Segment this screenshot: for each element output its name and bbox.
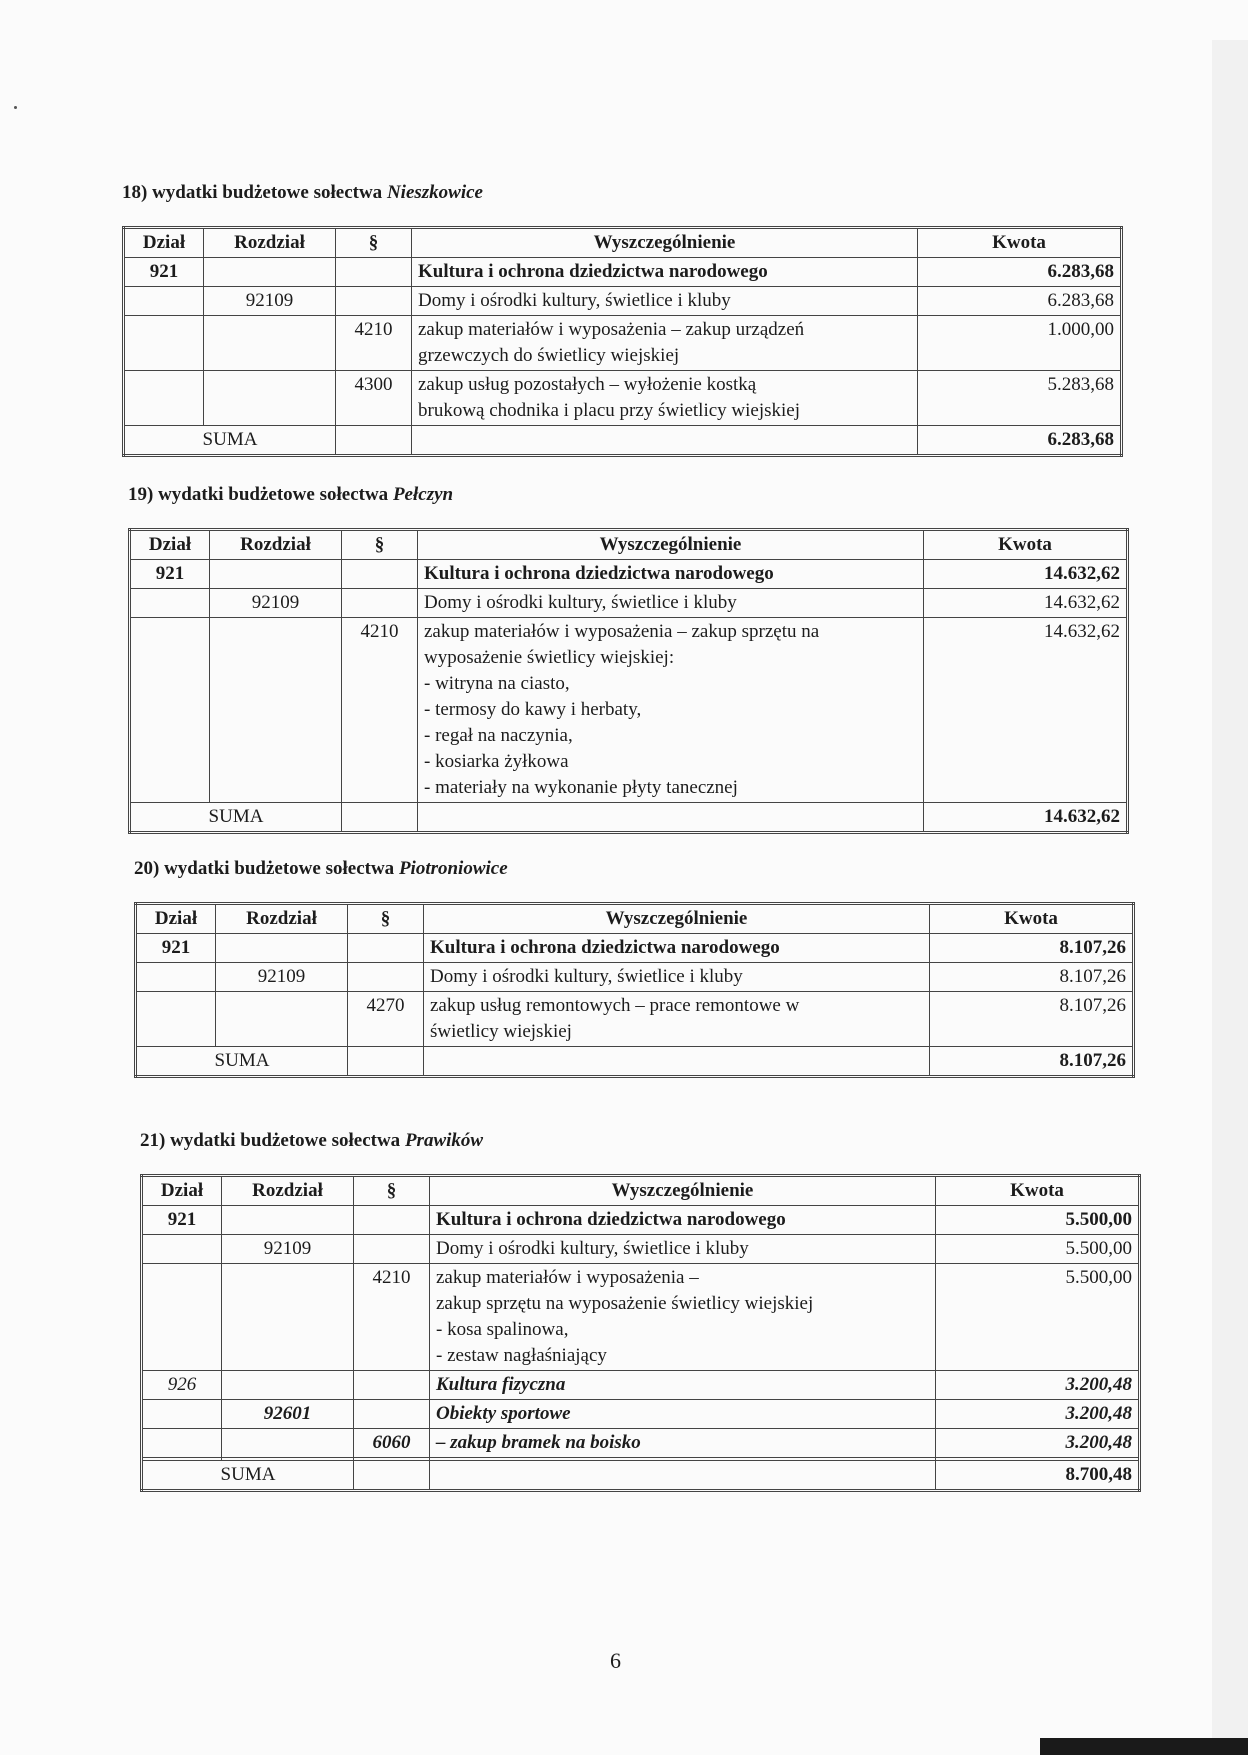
cell-opis: Domy i ośrodki kultury, świetlice i kluby [418,589,924,618]
cell-opis: Kultura i ochrona dziedzictwa narodowego [424,934,930,963]
cell-kwota: 1.000,00 [918,316,1122,371]
cell-opis: Domy i ośrodki kultury, świetlice i kluby [424,963,930,992]
section-prawikow [140,1130,1141,1492]
table-sum-row [142,1461,1140,1491]
cell-opis [412,371,918,426]
cell-opis: Kultura i ochrona dziedzictwa narodowego [418,560,924,589]
cell-paragraf: 4210 [336,316,412,371]
cell-paragraf: 6060 [354,1429,430,1458]
cell-rozdzial [204,371,336,426]
heading-text: 18) wydatki budżetowe sołectwa [122,182,383,203]
cell-paragraf [342,803,418,833]
table-header-row [130,530,1128,560]
header-paragraf: § [342,530,418,560]
opis-line: świetlicy wiejskiej [430,1021,572,1042]
cell-opis [412,316,918,371]
cell-dzial [142,1429,222,1458]
village-name: Pełczyn [392,484,454,505]
opis-line: zakup usług pozostałych – wyłożenie kostką [418,374,757,395]
header-dzial: Dział [130,530,210,560]
cell-opis: Domy i ośrodki kultury, świetlice i kluby [412,287,918,316]
cell-paragraf [342,560,418,589]
village-name: Prawików [404,1130,484,1151]
scan-bottom-bar [1040,1738,1248,1755]
cell-rozdzial [204,258,336,287]
table-row [142,1429,1140,1458]
cell-paragraf [342,589,418,618]
table-row [142,1206,1140,1235]
table-row [136,963,1134,992]
cell-rozdzial [210,618,342,803]
cell-opis [430,1461,936,1491]
opis-line: - zestaw nagłaśniający [436,1345,607,1366]
sum-label: SUMA [136,1047,348,1077]
header-paragraf: § [336,228,412,258]
cell-opis: Domy i ośrodki kultury, świetlice i kluby [430,1235,936,1264]
section-heading [128,484,1129,506]
table-row [130,560,1128,589]
cell-kwota: 8.107,26 [930,992,1134,1047]
opis-line: brukową chodnika i placu przy świetlicy wiejskiej [418,400,801,421]
table-row [124,371,1122,426]
table-header-row [124,228,1122,258]
cell-kwota: 5.500,00 [936,1206,1140,1235]
table-row [142,1371,1140,1400]
cell-kwota: 5.283,68 [918,371,1122,426]
header-kwota: Kwota [930,904,1134,934]
header-paragraf: § [348,904,424,934]
cell-kwota: 14.632,62 [924,618,1128,803]
cell-dzial [124,371,204,426]
cell-rozdzial [222,1264,354,1371]
table-row [142,1400,1140,1429]
cell-paragraf: 4210 [342,618,418,803]
cell-dzial [136,963,216,992]
cell-opis [430,1264,936,1371]
header-opis: Wyszczególnienie [430,1176,936,1206]
scan-page-edge [1212,40,1248,1755]
cell-dzial [130,589,210,618]
budget-table [122,226,1123,457]
cell-kwota: 3.200,48 [936,1371,1140,1400]
cell-opis [412,426,918,456]
table-header-row [136,904,1134,934]
header-dzial: Dział [136,904,216,934]
cell-paragraf: 4210 [354,1264,430,1371]
cell-paragraf [336,426,412,456]
table-row [136,992,1134,1047]
cell-rozdzial [222,1371,354,1400]
heading-text: 21) wydatki budżetowe sołectwa [140,1130,401,1151]
table-header-row [142,1176,1140,1206]
header-kwota: Kwota [936,1176,1140,1206]
header-kwota: Kwota [924,530,1128,560]
header-rozdzial: Rozdział [222,1176,354,1206]
table-row [124,258,1122,287]
sum-label: SUMA [130,803,342,833]
cell-paragraf [354,1400,430,1429]
cell-dzial [142,1264,222,1371]
cell-rozdzial: 92109 [216,963,348,992]
cell-dzial: 921 [142,1206,222,1235]
cell-paragraf [348,934,424,963]
header-rozdzial: Rozdział [216,904,348,934]
opis-line: - kosiarka żyłkowa [424,751,569,772]
opis-line: zakup materiałów i wyposażenia – [436,1267,699,1288]
header-opis: Wyszczególnienie [424,904,930,934]
opis-line: - termosy do kawy i herbaty, [424,699,642,720]
cell-paragraf [354,1206,430,1235]
sum-value: 8.700,48 [936,1461,1140,1491]
page-number: 6 [610,1648,621,1673]
table-sum-row [136,1047,1134,1077]
village-name: Piotroniowice [398,858,508,879]
cell-kwota: 5.500,00 [936,1264,1140,1371]
heading-text: 20) wydatki budżetowe sołectwa [134,858,395,879]
header-kwota: Kwota [918,228,1122,258]
cell-kwota: 8.107,26 [930,934,1134,963]
section-heading [122,182,1123,204]
cell-dzial [142,1400,222,1429]
table-row [124,316,1122,371]
cell-kwota: 6.283,68 [918,287,1122,316]
opis-line: zakup materiałów i wyposażenia – zakup urządzeń [418,319,805,340]
section-nieszkowice [122,182,1123,457]
header-opis: Wyszczególnienie [418,530,924,560]
cell-opis: Kultura i ochrona dziedzictwa narodowego [430,1206,936,1235]
cell-opis: Kultura fizyczna [430,1371,936,1400]
cell-dzial [124,316,204,371]
cell-kwota: 5.500,00 [936,1235,1140,1264]
cell-rozdzial: 92601 [222,1400,354,1429]
table-row [136,934,1134,963]
opis-line: zakup materiałów i wyposażenia – zakup sprzętu na [424,621,820,642]
table-sum-row [124,426,1122,456]
section-heading [140,1130,1141,1152]
cell-opis: – zakup bramek na boisko [430,1429,936,1458]
sum-label: SUMA [142,1461,354,1491]
cell-dzial: 926 [142,1371,222,1400]
cell-kwota: 14.632,62 [924,560,1128,589]
sum-value: 6.283,68 [918,426,1122,456]
cell-kwota: 6.283,68 [918,258,1122,287]
sum-label: SUMA [124,426,336,456]
cell-kwota: 3.200,48 [936,1429,1140,1458]
cell-paragraf [354,1461,430,1491]
opis-line: - kosa spalinowa, [436,1319,569,1340]
table-row [142,1264,1140,1371]
cell-rozdzial [216,992,348,1047]
header-dzial: Dział [124,228,204,258]
budget-table [134,902,1135,1078]
cell-paragraf: 4270 [348,992,424,1047]
cell-paragraf: 4300 [336,371,412,426]
opis-line: - materiały na wykonanie płyty tanecznej [424,777,738,798]
cell-opis [424,1047,930,1077]
cell-dzial [136,992,216,1047]
cell-paragraf [348,963,424,992]
opis-line: grzewczych do świetlicy wiejskiej [418,345,680,366]
opis-line: zakup sprzętu na wyposażenie świetlicy wiejskiej [436,1293,814,1314]
cell-dzial [124,287,204,316]
cell-paragraf [348,1047,424,1077]
table-sum-row [130,803,1128,833]
cell-rozdzial [204,316,336,371]
header-dzial: Dział [142,1176,222,1206]
scan-speck [14,106,17,109]
cell-paragraf [354,1371,430,1400]
table-row [124,287,1122,316]
section-heading [134,858,1135,880]
cell-rozdzial: 92109 [204,287,336,316]
cell-rozdzial [222,1429,354,1458]
cell-dzial: 921 [124,258,204,287]
cell-dzial [130,618,210,803]
header-paragraf: § [354,1176,430,1206]
cell-paragraf [336,258,412,287]
table-row [142,1235,1140,1264]
cell-opis [418,803,924,833]
heading-text: 19) wydatki budżetowe sołectwa [128,484,389,505]
cell-rozdzial: 92109 [222,1235,354,1264]
cell-rozdzial: 92109 [210,589,342,618]
table-row [130,589,1128,618]
sum-value: 8.107,26 [930,1047,1134,1077]
header-rozdzial: Rozdział [204,228,336,258]
cell-opis [418,618,924,803]
opis-line: - witryna na ciasto, [424,673,570,694]
cell-kwota: 14.632,62 [924,589,1128,618]
opis-line: wyposażenie świetlicy wiejskiej: [424,647,675,668]
cell-paragraf [336,287,412,316]
cell-opis: Obiekty sportowe [430,1400,936,1429]
cell-rozdzial [222,1206,354,1235]
opis-line: zakup usług remontowych – prace remontowe w [430,995,800,1016]
section-piotroniowice [134,858,1135,1078]
budget-table [128,528,1129,834]
cell-opis [424,992,930,1047]
cell-dzial [142,1235,222,1264]
cell-kwota: 3.200,48 [936,1400,1140,1429]
opis-line: - regał na naczynia, [424,725,573,746]
cell-kwota: 8.107,26 [930,963,1134,992]
header-opis: Wyszczególnienie [412,228,918,258]
village-name: Nieszkowice [386,182,483,203]
cell-opis: Kultura i ochrona dziedzictwa narodowego [412,258,918,287]
sum-value: 14.632,62 [924,803,1128,833]
cell-rozdzial [210,560,342,589]
table-row [130,618,1128,803]
cell-paragraf [354,1235,430,1264]
header-rozdzial: Rozdział [210,530,342,560]
cell-dzial: 921 [136,934,216,963]
cell-dzial: 921 [130,560,210,589]
budget-table [140,1174,1141,1492]
section-pelczyn [128,484,1129,834]
cell-rozdzial [216,934,348,963]
